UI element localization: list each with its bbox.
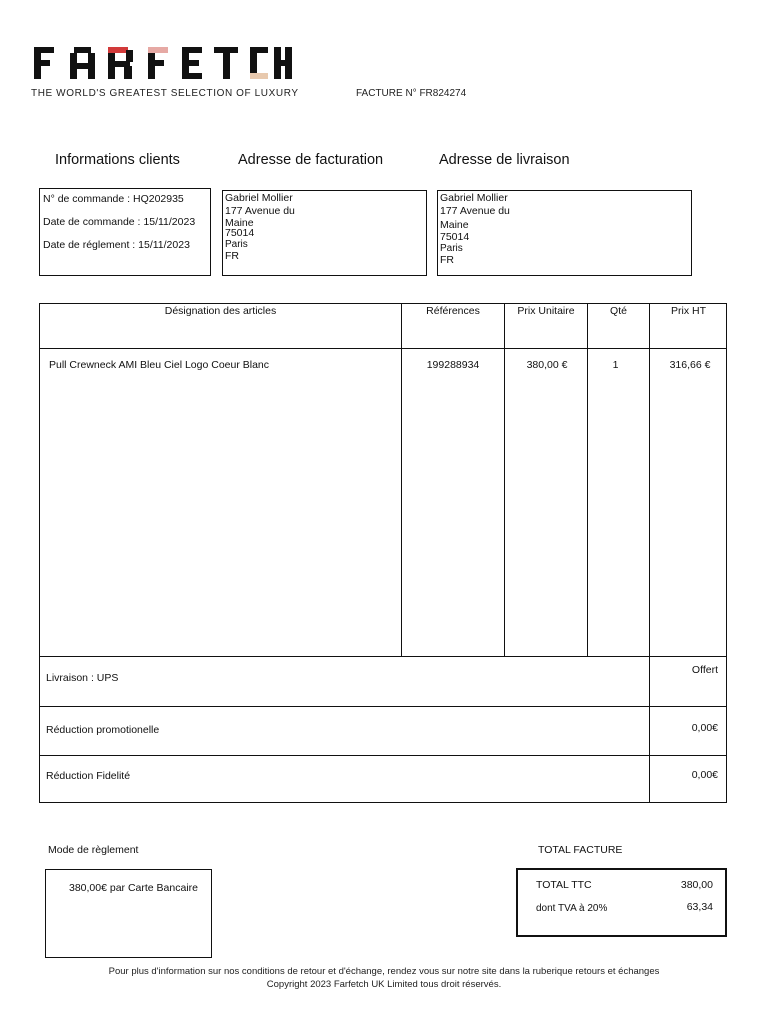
vat-label: dont TVA à 20% <box>536 903 608 914</box>
column-divider <box>401 303 402 656</box>
vat-value: 63,34 <box>686 901 713 913</box>
shipping-country: FR <box>440 254 454 266</box>
shipping-street: 177 Avenue du <box>440 205 510 217</box>
billing-city: Paris <box>225 239 248 250</box>
shipping-zip: 75014 <box>440 231 470 243</box>
payment-method: 380,00€ par Carte Bancaire <box>69 882 198 894</box>
items-bottom-divider <box>39 656 727 657</box>
item-qty: 1 <box>612 359 619 371</box>
header-designation: Désignation des articles <box>164 305 277 317</box>
shipping-street2: Maine <box>440 219 469 231</box>
delivery-value: Offert <box>691 664 718 676</box>
promo-value: 0,00€ <box>691 722 718 734</box>
billing-street: 177 Avenue du <box>225 205 295 217</box>
billing-address-box <box>222 190 427 276</box>
tagline: THE WORLD'S GREATEST SELECTION OF LUXURY <box>31 88 299 99</box>
shipping-address-heading: Adresse de livraison <box>439 152 570 168</box>
billing-name: Gabriel Mollier <box>225 192 293 204</box>
invoice-number: FACTURE N° FR824274 <box>356 88 467 99</box>
payment-date: Date de réglement : 15/11/2023 <box>43 239 190 251</box>
farfetch-logo <box>34 44 292 82</box>
header-price-ht: Prix HT <box>671 305 706 317</box>
billing-zip: 75014 <box>225 227 255 239</box>
billing-street2: Maine <box>225 217 254 229</box>
column-divider <box>504 303 505 656</box>
payment-mode-title: Mode de règlement <box>48 844 139 856</box>
item-designation: Pull Crewneck AMI Bleu Ciel Logo Coeur Blanc <box>49 359 270 371</box>
header-reference: Références <box>426 305 480 317</box>
billing-address-heading: Adresse de facturation <box>238 152 384 168</box>
order-date: Date de commande : 15/11/2023 <box>43 216 196 228</box>
shipping-city: Paris <box>440 243 463 254</box>
order-number: N° de commande : HQ202935 <box>43 193 184 205</box>
item-price-ht: 316,66 € <box>669 359 711 371</box>
table-header-divider <box>39 348 727 349</box>
header-qty: Qté <box>610 305 627 317</box>
row-divider <box>39 706 727 707</box>
shipping-address-box <box>437 190 692 276</box>
item-reference: 199288934 <box>426 359 480 371</box>
billing-country: FR <box>225 250 239 262</box>
client-info-box <box>39 188 211 276</box>
total-ttc-value: 380,00 <box>680 879 713 891</box>
payment-mode-box <box>45 869 212 958</box>
promo-label: Réduction promotionelle <box>46 724 160 736</box>
header-unit-price: Prix Unitaire <box>517 305 575 317</box>
total-ttc-label: TOTAL TTC <box>536 879 592 891</box>
shipping-name: Gabriel Mollier <box>440 192 508 204</box>
delivery-label: Livraison : UPS <box>46 672 119 684</box>
footer-copyright: Copyright 2023 Farfetch UK Limited tous droit réservés. <box>266 979 502 990</box>
totals-box <box>516 868 727 937</box>
column-divider <box>587 303 588 656</box>
client-info-heading: Informations clients <box>55 152 180 168</box>
total-invoice-title: TOTAL FACTURE <box>538 844 623 856</box>
loyalty-value: 0,00€ <box>691 769 718 781</box>
footer-info: Pour plus d'information sur nos conditions de retour et d'échange, rendez vous sur notre site dans la ruberique retours et échanges <box>108 966 660 977</box>
item-unit-price: 380,00 € <box>526 359 568 371</box>
row-divider <box>39 755 727 756</box>
loyalty-label: Réduction Fidelité <box>46 770 131 782</box>
